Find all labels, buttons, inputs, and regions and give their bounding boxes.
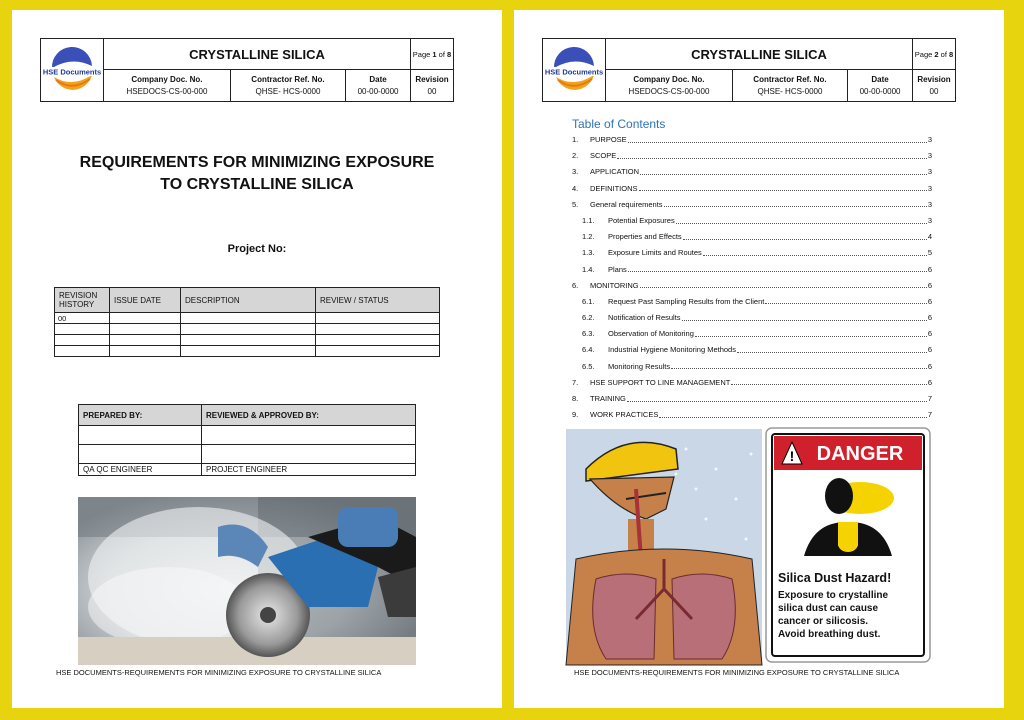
svg-text:HSE Documents: HSE Documents [544, 67, 604, 77]
table-cell [181, 313, 316, 324]
toc-entry-number: 1.4. [582, 264, 595, 274]
toc-entry-number: 6. [572, 280, 579, 290]
table-row [55, 346, 440, 357]
toc-entry-title: TRAINING [590, 394, 626, 403]
toc-entry-title: Industrial Hygiene Monitoring Methods [608, 345, 736, 355]
page-indicator: Page 1 of 8 [411, 39, 454, 70]
toc-entry-page: 7 [927, 410, 932, 420]
toc-entry-page: 6 [927, 361, 932, 371]
svg-text:silica dust can cause: silica dust can cause [778, 603, 879, 614]
table-cell [181, 335, 316, 346]
table-cell [181, 346, 316, 357]
document-page-2 [514, 10, 1004, 708]
issue-date-header: ISSUE DATE [110, 288, 181, 313]
toc-leader-dots [676, 223, 927, 224]
table-cell [55, 346, 110, 357]
svg-text:Avoid breathing dust.: Avoid breathing dust. [778, 629, 881, 640]
logo-cell [41, 39, 104, 102]
table-row [55, 335, 440, 346]
toc-leader-dots [628, 142, 927, 143]
toc-entry[interactable] [572, 132, 932, 148]
toc-leader-dots [664, 206, 927, 207]
logo-cell [543, 39, 606, 102]
toc-entry[interactable] [572, 278, 932, 294]
toc-entry-page: 5 [927, 248, 932, 258]
table-cell [181, 324, 316, 335]
description-header: DESCRIPTION [181, 288, 316, 313]
contractor-ref-cell: Contractor Ref. No. QHSE- HCS-0000 [732, 70, 847, 102]
toc-leader-dots [659, 417, 926, 418]
toc-entry-number: 6.1. [582, 296, 595, 306]
toc-leader-dots [627, 401, 927, 402]
table-cell [55, 335, 110, 346]
toc-entry-title: General requirements [590, 199, 663, 209]
toc-entry-page: 6 [927, 313, 932, 323]
toc-entry-title: Observation of Monitoring [608, 329, 694, 339]
toc-entry[interactable] [572, 164, 932, 180]
toc-entry[interactable] [572, 213, 932, 229]
concrete-cutting-photo [78, 497, 416, 665]
toc-entry-title: DEFINITIONS [590, 183, 638, 193]
toc-leader-dots [617, 158, 927, 159]
toc-leader-dots [682, 320, 927, 321]
toc-entry-page: 3 [927, 183, 932, 193]
toc-entry-number: 6.5. [582, 361, 595, 371]
toc-entry-page: 3 [927, 167, 932, 177]
silica-danger-sign [764, 426, 932, 664]
date-cell: Date 00-00-0000 [346, 70, 411, 102]
toc-entry-page: 3 [927, 151, 932, 161]
toc-entry-page: 4 [927, 232, 932, 242]
toc-entry-number: 1.2. [582, 232, 595, 242]
toc-entry[interactable] [572, 375, 932, 391]
toc-entry[interactable] [572, 359, 932, 375]
table-cell [110, 313, 181, 324]
toc-entry-number: 4. [572, 183, 579, 193]
toc-entry-title: PURPOSE [590, 135, 627, 144]
prepared-by-header: PREPARED BY: [79, 405, 202, 426]
date-cell: Date 00-00-0000 [848, 70, 913, 102]
document-header [40, 38, 454, 102]
toc-entry[interactable] [572, 391, 932, 407]
svg-text:cancer or silicosis.: cancer or silicosis. [778, 616, 869, 627]
reviewed-role: PROJECT ENGINEER [202, 464, 416, 476]
toc-leader-dots [628, 271, 927, 272]
toc-entry-number: 1.3. [582, 248, 595, 258]
table-of-contents [572, 132, 932, 423]
prepared-role: QA QC ENGINEER [79, 464, 202, 476]
toc-entry-title: SCOPE [590, 151, 617, 161]
toc-entry-number: 7. [572, 377, 579, 387]
toc-entry-title: Request Past Sampling Results from the Client [608, 296, 765, 306]
toc-leader-dots [731, 384, 927, 385]
svg-text:!: ! [789, 448, 795, 464]
page-indicator: Page 2 of 8 [913, 39, 956, 70]
toc-entry-page: 6 [927, 280, 932, 290]
toc-entry[interactable] [572, 407, 932, 423]
toc-entry-number: 9. [572, 410, 579, 420]
svg-text:Exposure to crystalline: Exposure to crystalline [778, 590, 889, 601]
toc-entry-number: 2. [572, 151, 579, 161]
toc-leader-dots [639, 190, 927, 191]
toc-entry-title: HSE SUPPORT TO LINE MANAGEMENT [590, 377, 731, 387]
toc-entry-number: 1. [572, 135, 579, 144]
table-row [55, 313, 440, 324]
toc-entry-title: Plans [608, 264, 627, 274]
toc-leader-dots [703, 255, 927, 256]
toc-title: Table of Contents [572, 117, 666, 131]
toc-entry-page: 3 [927, 199, 932, 209]
toc-entry-page: 6 [927, 329, 932, 339]
approval-table [78, 404, 416, 476]
toc-entry[interactable] [572, 262, 932, 278]
signature-cell [79, 445, 202, 464]
project-number-label: Project No: [227, 243, 287, 255]
toc-leader-dots [683, 239, 927, 240]
toc-entry[interactable] [572, 181, 932, 197]
toc-entry-page: 7 [927, 394, 932, 403]
toc-entry-number: 5. [572, 199, 579, 209]
toc-entry-page: 6 [927, 296, 932, 306]
page-footer: HSE DOCUMENTS-REQUIREMENTS FOR MINIMIZING EXPOSURE TO CRYSTALLINE SILICA [574, 668, 900, 677]
svg-text:HSE Documents: HSE Documents [42, 67, 102, 77]
hse-documents-logo [544, 44, 604, 96]
document-header [542, 38, 956, 102]
silica-inhalation-illustration [566, 429, 762, 665]
toc-entry-title: WORK PRACTICES [590, 410, 659, 420]
toc-entry-title: Properties and Effects [608, 232, 682, 242]
table-cell [316, 324, 440, 335]
company-doc-cell: Company Doc. No. HSEDOCS-CS-00-000 [606, 70, 733, 102]
toc-entry-number: 6.4. [582, 345, 595, 355]
table-row [55, 324, 440, 335]
toc-entry-number: 8. [572, 394, 579, 403]
toc-entry[interactable] [572, 326, 932, 342]
table-cell [316, 313, 440, 324]
signature-cell [79, 426, 202, 445]
revision-cell: Revision 00 [411, 70, 454, 102]
toc-leader-dots [695, 336, 927, 337]
revision-history-table [54, 287, 440, 357]
toc-entry-title: Notification of Results [608, 313, 681, 323]
toc-entry-page: 3 [927, 135, 932, 144]
toc-entry[interactable] [572, 310, 932, 326]
toc-entry-page: 6 [927, 264, 932, 274]
toc-entry-title: APPLICATION [590, 167, 640, 177]
toc-entry[interactable] [572, 342, 932, 358]
toc-entry-number: 1.1. [582, 215, 595, 225]
toc-leader-dots [737, 352, 927, 353]
page-footer: HSE DOCUMENTS-REQUIREMENTS FOR MINIMIZING EXPOSURE TO CRYSTALLINE SILICA [56, 668, 382, 677]
main-title: REQUIREMENTS FOR MINIMIZING EXPOSURE TO CRYSTALLINE SILICA [79, 154, 435, 193]
toc-leader-dots [671, 368, 927, 369]
toc-entry[interactable] [572, 197, 932, 213]
toc-entry-number: 6.2. [582, 313, 595, 323]
signature-cell [202, 445, 416, 464]
table-cell [316, 335, 440, 346]
toc-entry[interactable] [572, 148, 932, 164]
toc-entry[interactable] [572, 229, 932, 245]
table-cell [110, 324, 181, 335]
reviewed-by-header: REVIEWED & APPROVED BY: [202, 405, 416, 426]
toc-entry-number: 3. [572, 167, 579, 177]
svg-text:Silica Dust Hazard!: Silica Dust Hazard! [778, 571, 892, 585]
toc-entry-number: 6.3. [582, 329, 595, 339]
review-status-header: REVIEW / STATUS [316, 288, 440, 313]
table-cell [110, 335, 181, 346]
toc-entry-page: 6 [927, 345, 932, 355]
table-cell [110, 346, 181, 357]
toc-entry[interactable] [572, 245, 932, 261]
signature-cell [202, 426, 416, 445]
document-page-1 [12, 10, 502, 708]
toc-entry-title: Monitoring Results [608, 361, 671, 371]
document-title: CRYSTALLINE SILICA [606, 39, 913, 70]
table-cell [316, 346, 440, 357]
table-cell: 00 [55, 313, 110, 324]
company-doc-cell: Company Doc. No. HSEDOCS-CS-00-000 [104, 70, 231, 102]
hse-documents-logo [42, 44, 102, 96]
toc-leader-dots [640, 174, 927, 175]
revision-history-header: REVISION HISTORY [55, 288, 110, 313]
contractor-ref-cell: Contractor Ref. No. QHSE- HCS-0000 [230, 70, 345, 102]
toc-entry-title: Potential Exposures [608, 215, 675, 225]
toc-entry-title: MONITORING [590, 280, 639, 290]
document-title: CRYSTALLINE SILICA [104, 39, 411, 70]
toc-entry-page: 3 [927, 215, 932, 225]
toc-entry-title: Exposure Limits and Routes [608, 248, 702, 258]
toc-leader-dots [765, 303, 927, 304]
toc-entry[interactable] [572, 294, 932, 310]
revision-cell: Revision 00 [913, 70, 956, 102]
table-cell [55, 324, 110, 335]
toc-entry-page: 6 [927, 377, 932, 387]
toc-leader-dots [640, 287, 927, 288]
svg-text:DANGER: DANGER [816, 443, 904, 465]
